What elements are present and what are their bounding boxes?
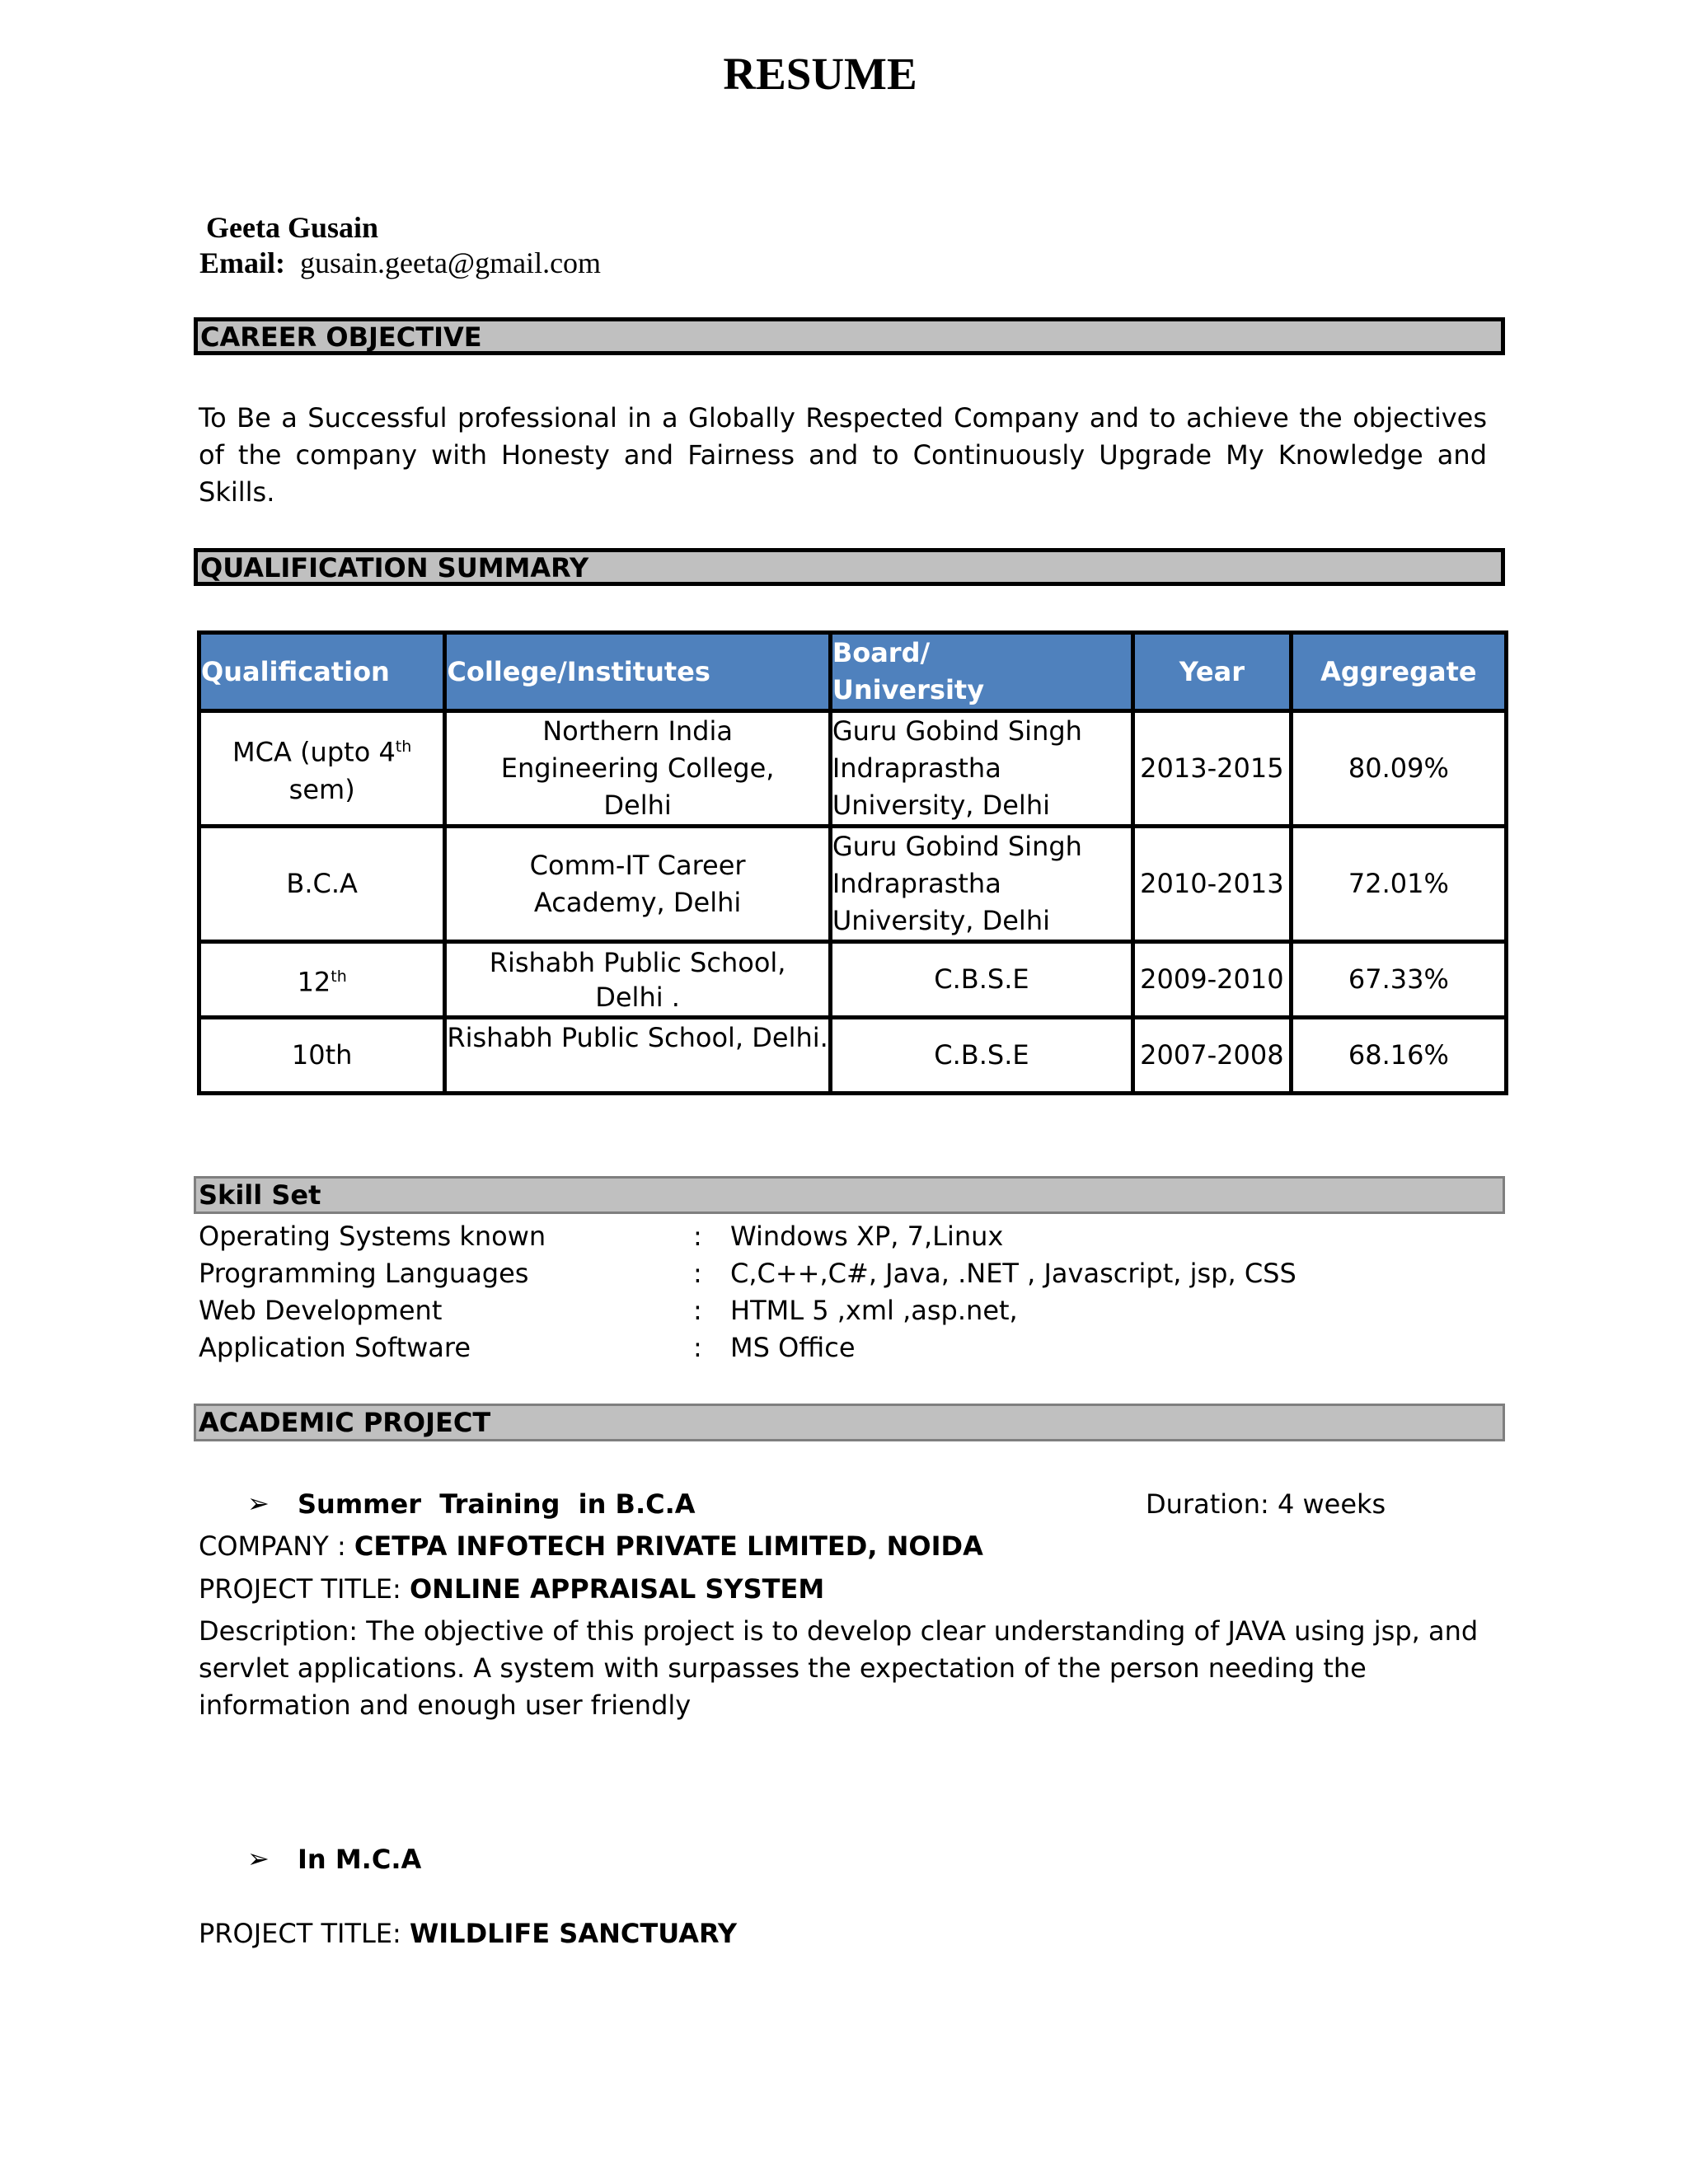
qualification-summary-heading: QUALIFICATION SUMMARY <box>194 548 1505 586</box>
aggregate-cell: 72.01% <box>1291 827 1506 942</box>
year-cell: 2010-2013 <box>1132 827 1291 942</box>
project-1-title: Summer Training in B.C.A <box>298 1488 696 1520</box>
project-2-title-row <box>199 1918 737 1949</box>
career-objective-text: To Be a Successful professional in a Globally Respected Company and to achieve the objectives of the company with Honesty and Fairness and to Continuously Upgrade My Knowledge and Skills. <box>199 402 1487 508</box>
skill-label: Operating Systems known <box>199 1221 546 1252</box>
email-label: Email: <box>199 246 285 279</box>
skill-value: C,C++,C#, Java, .NET , Javascript, jsp, CSS <box>730 1258 1296 1289</box>
year-cell: 2009-2010 <box>1132 942 1291 1018</box>
board-cell: Guru Gobind Singh Indraprastha University, Delhi <box>830 711 1132 827</box>
skill-value: HTML 5 ,xml ,asp.net, <box>730 1295 1018 1326</box>
column-header-qualification: Qualification <box>199 633 445 711</box>
qualification-cell: B.C.A <box>199 827 445 942</box>
project-title-label: PROJECT TITLE: <box>199 1918 410 1949</box>
project-1-company-row <box>199 1530 983 1562</box>
column-header-aggregate: Aggregate <box>1291 633 1506 711</box>
skill-separator: : <box>693 1258 702 1289</box>
skill-separator: : <box>693 1295 702 1326</box>
candidate-name: Geeta Gusain <box>206 211 379 244</box>
qualification-superscript: th <box>331 967 347 986</box>
bullet-arrow-icon: ➢ <box>247 1488 270 1519</box>
column-header-board <box>830 633 1132 711</box>
column-header-year: Year <box>1132 633 1291 711</box>
year-cell: 2007-2008 <box>1132 1018 1291 1094</box>
skill-separator: : <box>693 1332 702 1363</box>
project-1-title-row <box>199 1573 824 1605</box>
email-row <box>199 246 601 280</box>
skill-set-heading: Skill Set <box>194 1176 1505 1214</box>
year-cell: 2013-2015 <box>1132 711 1291 827</box>
aggregate-cell: 68.16% <box>1291 1018 1506 1094</box>
qualification-cell <box>199 711 445 827</box>
project-1-duration: Duration: 4 weeks <box>1146 1488 1386 1520</box>
page-title: RESUME <box>723 49 917 99</box>
career-objective-heading: CAREER OBJECTIVE <box>194 317 1505 355</box>
college-cell: Rishabh Public School, Delhi. <box>445 1018 830 1094</box>
board-cell: C.B.S.E <box>830 942 1132 1018</box>
skill-label: Web Development <box>199 1295 443 1326</box>
college-cell: Comm-IT Career Academy, Delhi <box>445 827 830 942</box>
project-title-value: WILDLIFE SANCTUARY <box>409 1918 738 1949</box>
project-title-label: PROJECT TITLE: <box>199 1573 410 1605</box>
qualification-text: MCA (upto 4 <box>232 736 396 768</box>
academic-project-heading: ACADEMIC PROJECT <box>194 1404 1505 1441</box>
board-cell: Guru Gobind Singh Indraprastha University, Delhi <box>830 827 1132 942</box>
column-header-college: College/Institutes <box>445 633 830 711</box>
aggregate-cell: 80.09% <box>1291 711 1506 827</box>
skill-value: MS Office <box>730 1332 856 1363</box>
table-row <box>199 711 1507 827</box>
company-name: CETPA INFOTECH PRIVATE LIMITED, NOIDA <box>354 1530 983 1562</box>
email-value: gusain.geeta@gmail.com <box>300 246 602 279</box>
bullet-arrow-icon: ➢ <box>247 1843 270 1874</box>
project-title-value: ONLINE APPRAISAL SYSTEM <box>409 1573 825 1605</box>
table-row <box>199 1018 1507 1094</box>
table-row <box>199 942 1507 1018</box>
qualification-text: 12 <box>297 966 331 998</box>
aggregate-cell: 67.33% <box>1291 942 1506 1018</box>
project-2-title: In M.C.A <box>298 1844 422 1875</box>
skill-separator: : <box>693 1221 702 1252</box>
qualification-superscript: th <box>395 738 412 757</box>
company-label: COMPANY : <box>199 1530 354 1562</box>
qualification-cell: 10th <box>199 1018 445 1094</box>
qualification-cell <box>199 942 445 1018</box>
table-header-row <box>199 633 1507 711</box>
skill-label: Programming Languages <box>199 1258 529 1289</box>
skill-value: Windows XP, 7,Linux <box>730 1221 1004 1252</box>
project-1-description: Description: The objective of this project is to develop clear understanding of JAVA using jsp, and servlet applications. A system with surpasses the expectation of the person needing the information and enough user friendly <box>199 1615 1479 1721</box>
board-cell: C.B.S.E <box>830 1018 1132 1094</box>
qualification-table <box>197 630 1508 1095</box>
skill-label: Application Software <box>199 1332 471 1363</box>
college-cell: Rishabh Public School, Delhi . <box>445 942 830 1018</box>
college-cell: Northern India Engineering College, Delhi <box>445 711 830 827</box>
column-header-board-text: Board/ University <box>832 637 985 705</box>
table-row <box>199 827 1507 942</box>
qualification-suffix: sem) <box>288 773 355 805</box>
